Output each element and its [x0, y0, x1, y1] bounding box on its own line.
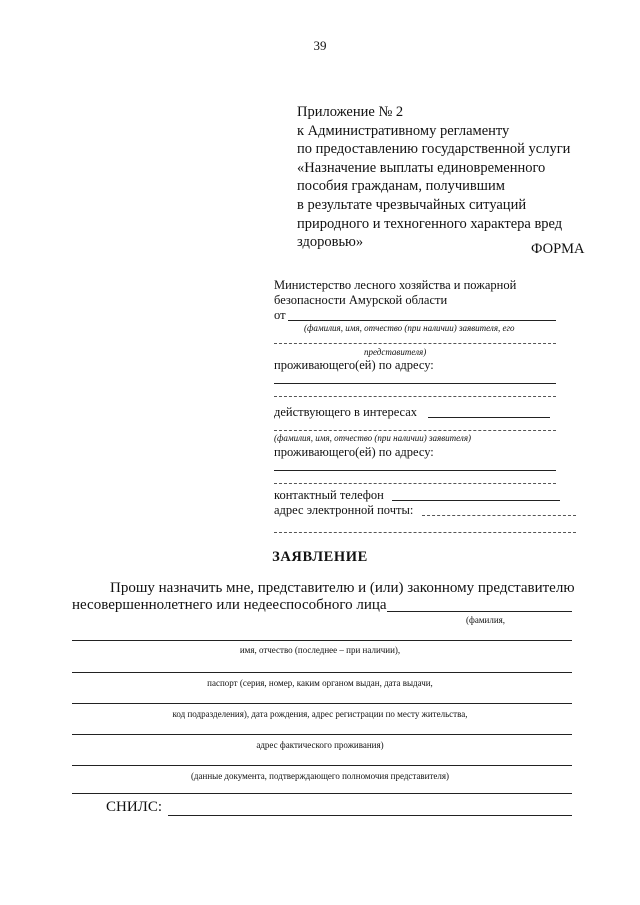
- address-field-3[interactable]: [274, 470, 556, 471]
- appendix-line: в результате чрезвычайных ситуаций: [297, 196, 527, 213]
- applicant-caption: (фамилия, имя, отчество (при наличии) заявителя, его: [304, 323, 515, 333]
- appendix-line: природного и техногенного характера вред: [297, 215, 563, 232]
- snils-label: СНИЛС:: [106, 799, 163, 815]
- phone-label: контактный телефон: [274, 488, 384, 502]
- appendix-line: к Административному регламенту: [297, 122, 510, 139]
- name-caption: имя, отчество (последнее – при наличии),: [239, 645, 401, 655]
- registration-field[interactable]: [72, 703, 572, 704]
- from-label: от: [274, 308, 286, 322]
- residing-label-1: проживающего(ей) по адресу:: [274, 358, 434, 372]
- representative-caption: представителя): [364, 347, 427, 357]
- email-label: адрес электронной почты:: [274, 503, 414, 517]
- ministry-line-2: безопасности Амурской области: [274, 293, 448, 307]
- person-field[interactable]: [387, 611, 572, 612]
- actual-address-caption: адрес фактического проживания): [256, 740, 384, 750]
- appendix-line: «Назначение выплаты единовременного: [297, 159, 546, 176]
- appendix-header: [297, 103, 570, 252]
- form-label: ФОРМА: [531, 241, 585, 257]
- address-field-2[interactable]: [274, 396, 556, 397]
- registration-caption: код подразделения), дата рождения, адрес регистрации по месту жительства,: [172, 709, 468, 719]
- documents-field[interactable]: [72, 765, 572, 766]
- actual-address-field[interactable]: [72, 734, 572, 735]
- documents-caption: (данные документа, подтверждающего полномочия представителя): [190, 771, 450, 781]
- passport-caption: паспорт (серия, номер, каким органом выдан, дата выдачи,: [207, 678, 433, 688]
- statement-para-line-1: Прошу назначить мне, представителю и (или) законному представителю: [110, 580, 575, 596]
- acting-label: действующего в интересах: [274, 405, 418, 419]
- ministry-line-1: Министерство лесного хозяйства и пожарной: [274, 278, 517, 292]
- appendix-line: здоровью»: [297, 234, 364, 251]
- appendix-line: Приложение № 2: [297, 104, 404, 120]
- name-field[interactable]: [72, 640, 572, 641]
- separator-line: [72, 793, 572, 794]
- snils-field[interactable]: [168, 815, 572, 816]
- statement-title: ЗАЯВЛЕНИЕ: [272, 549, 368, 565]
- from-field[interactable]: [288, 320, 556, 321]
- statement-para-line-2: несовершеннолетнего или недееспособного лица: [72, 597, 387, 613]
- represented-caption: (фамилия, имя, отчество (при наличии) заявителя): [274, 433, 472, 443]
- address-field-1[interactable]: [274, 383, 556, 384]
- email-field[interactable]: [422, 515, 576, 516]
- appendix-line: по предоставлению государственной услуги: [297, 141, 571, 158]
- applicant-field-2[interactable]: [274, 343, 556, 344]
- appendix-line: пособия гражданам, получившим: [297, 178, 505, 195]
- phone-field[interactable]: [392, 500, 560, 501]
- acting-field-2[interactable]: [274, 430, 556, 431]
- email-field-2[interactable]: [274, 532, 576, 533]
- address-field-4[interactable]: [274, 483, 556, 484]
- page-number: 39: [313, 38, 327, 53]
- passport-field[interactable]: [72, 672, 572, 673]
- surname-caption: (фамилия,: [466, 615, 506, 625]
- acting-field[interactable]: [428, 417, 550, 418]
- residing-label-2: проживающего(ей) по адресу:: [274, 445, 434, 459]
